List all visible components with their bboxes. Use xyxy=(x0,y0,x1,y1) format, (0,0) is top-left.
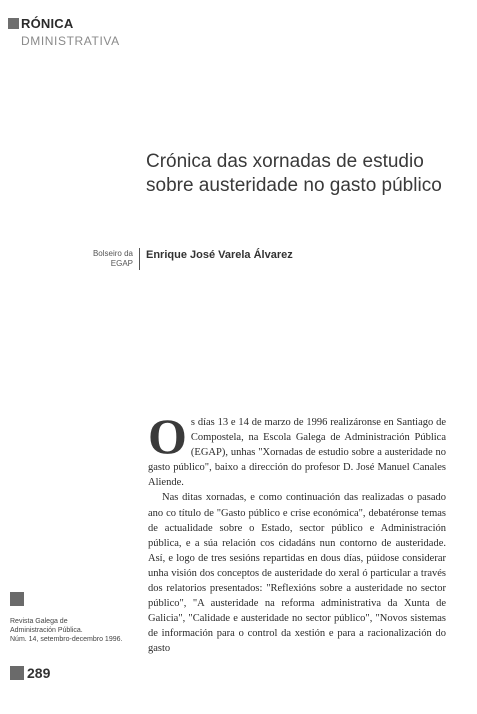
paragraph-1-text: s días 13 e 14 de marzo de 1996 realizáronse en Santiago de Compostela, na Escola Galega de Administración Pública (EGAP), unhas "Xornadas de estudio sobre a austeridade no gasto público", baixo a dirección do profesor D. José Manuel Canales Aliende. xyxy=(148,417,446,489)
journal-square-icon xyxy=(10,592,24,606)
kicker-cronica: RÓNICA xyxy=(21,15,74,31)
paragraph-2: Nas ditas xornadas, e como continuación das realizadas o pasado ano co título de "Gasto público e crise económica", debatéronse temas de actualidade sobre o Estado, sector público e Administración pública, e a súa relación cos cidadáns nun contorno de austeridade. Así, e logo de tres sesións repartidas en dous días, púidose considerar unha visión dos conceptos de austeridade do xeral ó particular a través dos relatorios presentados: "Reflexións sobre a austeridade no sector público", "A austeridade na reforma administrativa da Xunta de Galicia", "Calidade e austeridade no sector público", "Novos sistemas de información para o control da xestión e para a racionalización do gasto xyxy=(148,492,446,655)
footer-square-icon xyxy=(10,666,24,680)
journal-line-2: Administración Pública. xyxy=(10,627,83,634)
kicker-line-2 xyxy=(8,32,120,50)
page-footer xyxy=(10,665,50,681)
author-role xyxy=(93,249,133,269)
author-role-line-2: EGAP xyxy=(110,259,133,268)
author-name: Enrique José Varela Álvarez xyxy=(146,249,293,261)
paragraph-1 xyxy=(148,408,446,490)
author-divider xyxy=(139,248,140,270)
page-number: 289 xyxy=(27,665,51,681)
kicker-square-icon xyxy=(8,18,19,29)
article-body xyxy=(148,408,446,657)
journal-line-3: Núm. 14, setembro-decembro 1996. xyxy=(10,636,123,643)
title-line-1: Crónica das xornadas de estudio xyxy=(146,151,424,172)
journal-citation xyxy=(10,617,140,644)
drop-cap: O xyxy=(148,408,187,464)
title-line-2: sobre austeridade no gasto público xyxy=(146,175,442,196)
journal-line-1: Revista Galega de xyxy=(10,618,68,625)
kicker-administrativa: DMINISTRATIVA xyxy=(21,34,120,48)
article-title xyxy=(146,150,456,198)
author-role-line-1: Bolseiro da xyxy=(92,249,133,258)
section-header xyxy=(8,14,120,50)
kicker-line-1 xyxy=(8,14,120,32)
